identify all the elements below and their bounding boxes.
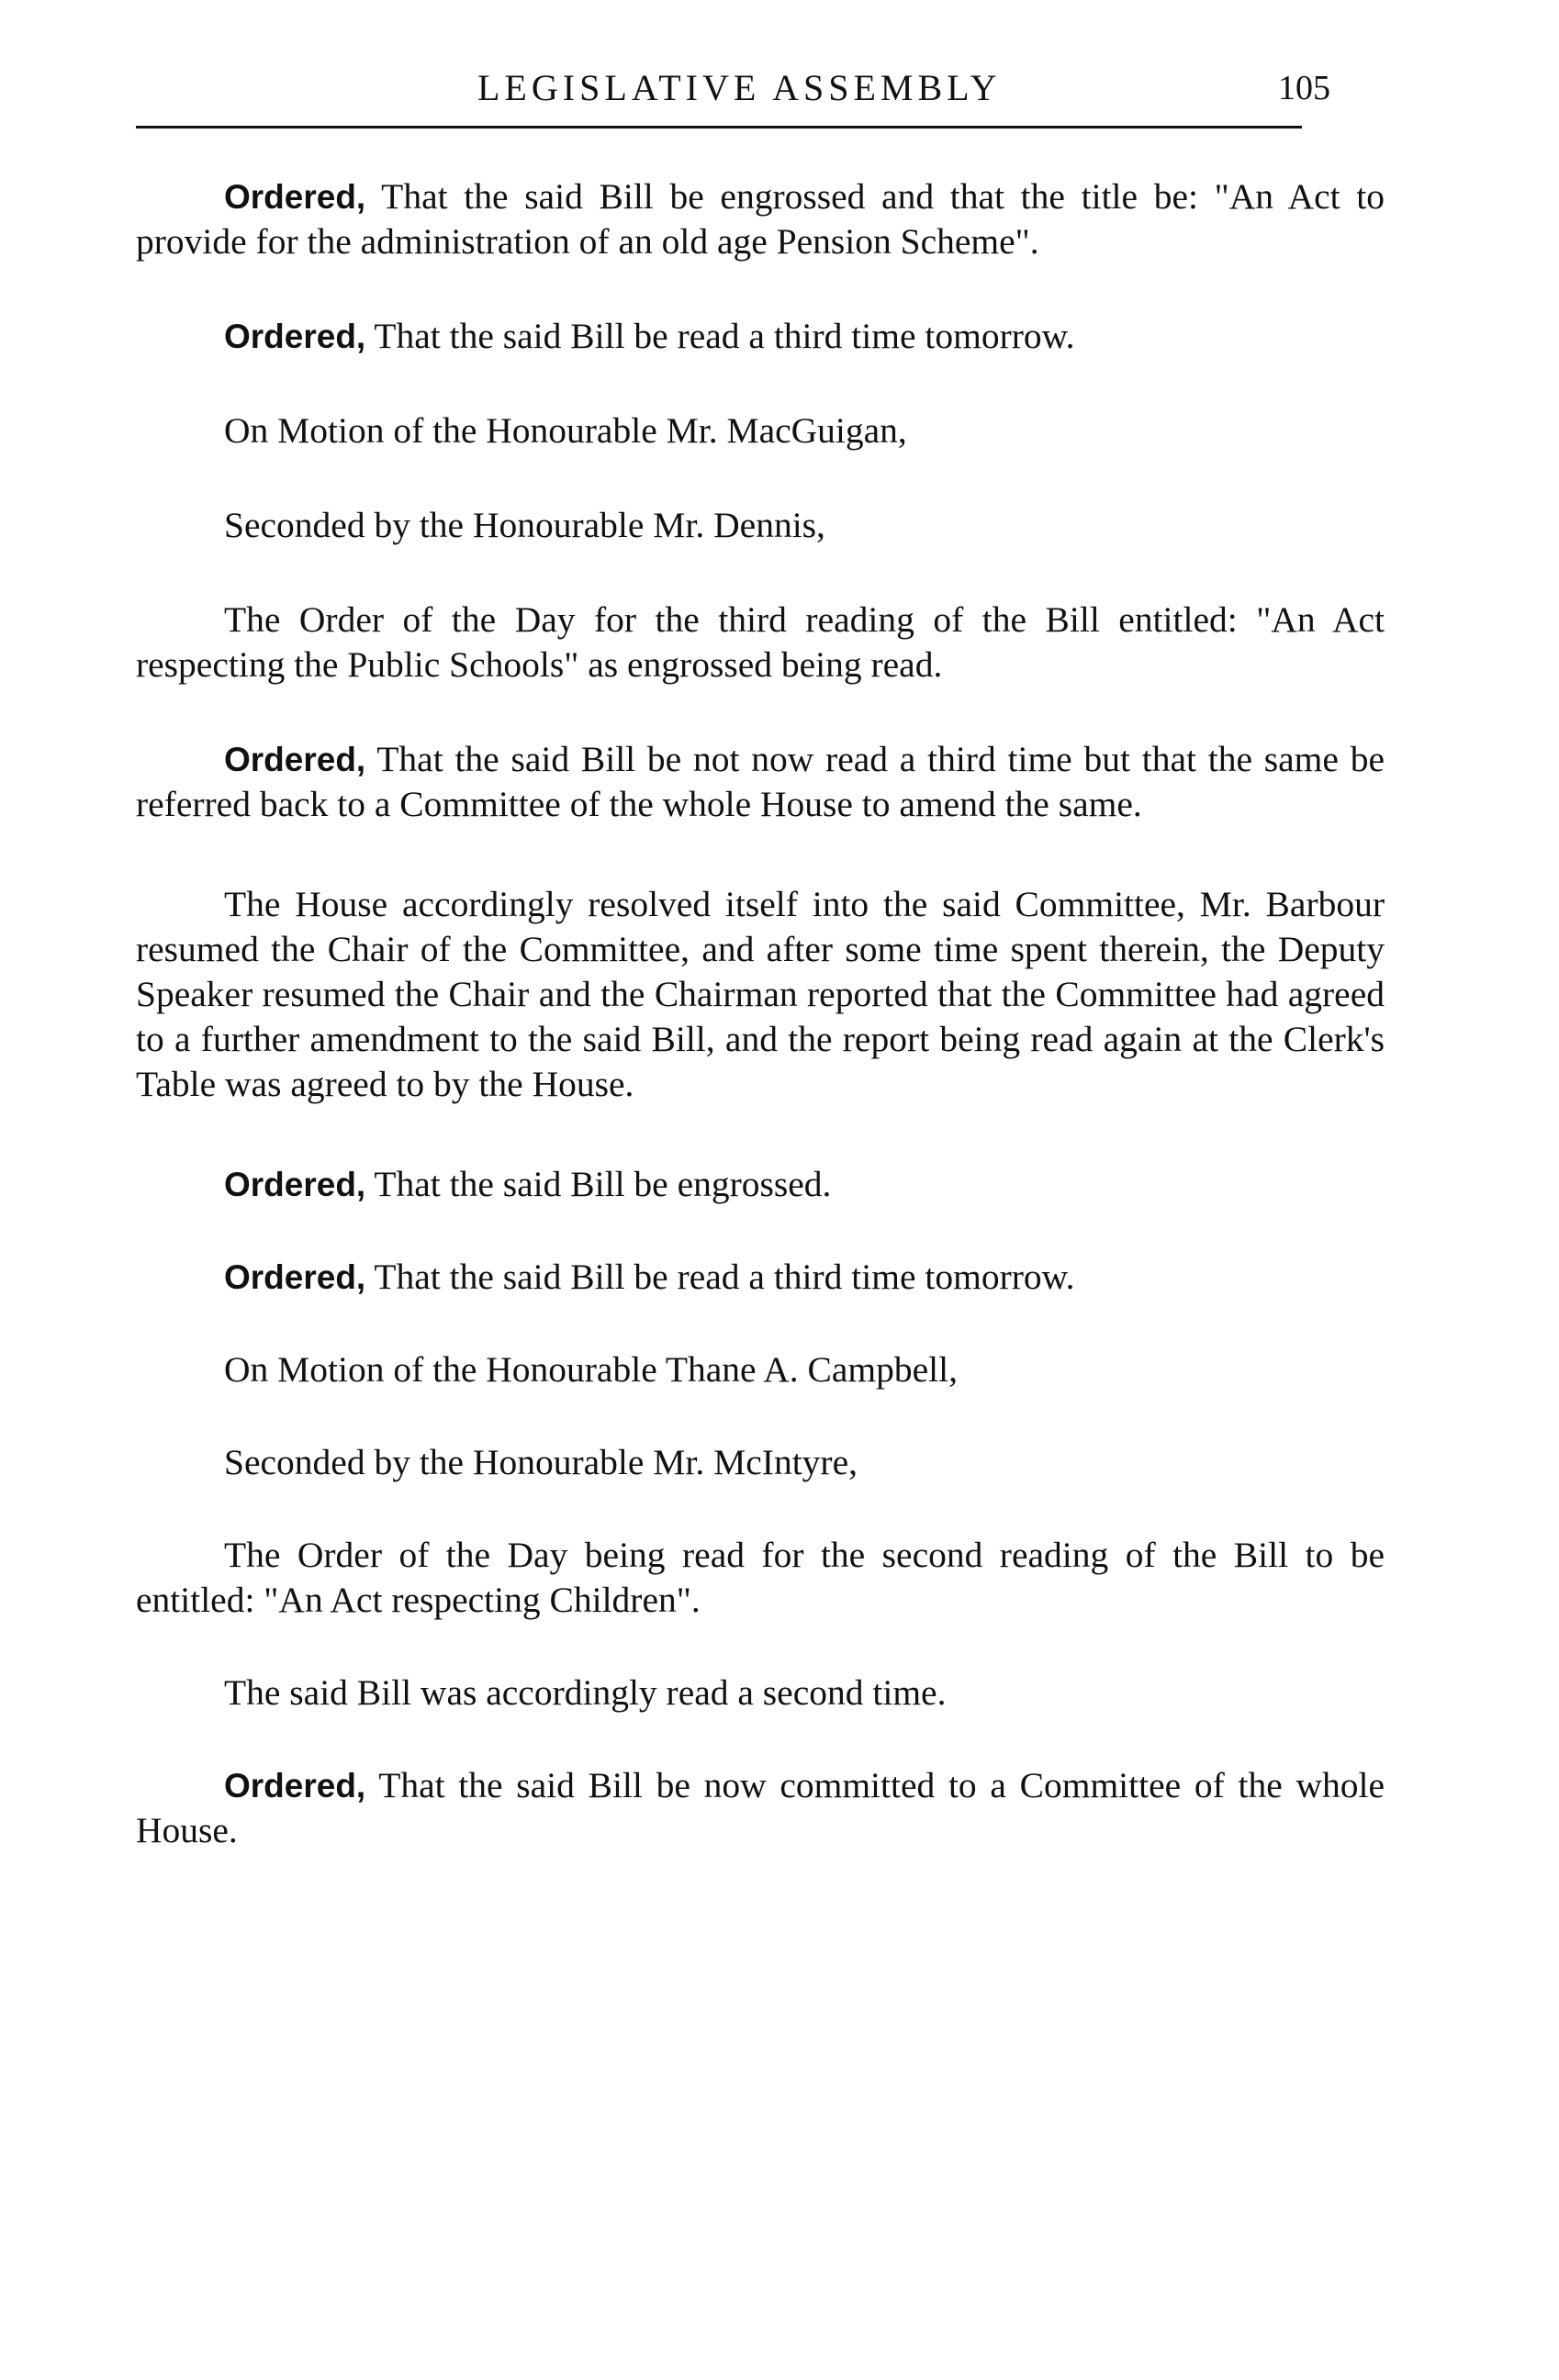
paragraph-seconded	[136, 503, 1385, 548]
running-head	[0, 57, 1559, 112]
paragraph-text: Seconded by the Honourable Mr. McIntyre,	[224, 1442, 858, 1482]
paragraph-lead: Ordered,	[224, 318, 366, 355]
paragraph-text: Seconded by the Honourable Mr. Dennis,	[224, 505, 825, 545]
paragraph-text: That the said Bill be now committed to a Committee of the whole House.	[136, 1765, 1385, 1850]
paragraph-ordered-referred-back	[136, 737, 1385, 827]
paragraph-motion-2	[136, 1347, 1385, 1392]
body-text	[136, 174, 1385, 1853]
paragraph-committee-report	[136, 882, 1385, 1107]
paragraph-second-reading	[136, 1670, 1385, 1715]
paragraph-lead: Ordered,	[224, 1767, 366, 1805]
paragraph-text: The Order of the Day for the third reading of the Bill entitled: "An Act respecting the Public Schools" as engrossed being read.	[136, 599, 1385, 685]
paragraph-text: On Motion of the Honourable Thane A. Campbell,	[224, 1349, 959, 1390]
paragraph-ordered-engrossed	[136, 1162, 1385, 1207]
paragraph-text: That the said Bill be read a third time tomorrow.	[365, 316, 1075, 356]
header-rule	[136, 126, 1302, 128]
paragraph-lead: Ordered,	[224, 1166, 366, 1203]
paragraph-text: That the said Bill be engrossed and that the title be: "An Act to provide for the administration of an old age Pension Scheme".	[136, 176, 1385, 262]
running-head-title: LEGISLATIVE ASSEMBLY	[477, 67, 1002, 108]
paragraph-text: That the said Bill be read a third time tomorrow.	[365, 1257, 1075, 1297]
paragraph-text: The Order of the Day being read for the second reading of the Bill to be entitled: "An Act respecting Children".	[136, 1535, 1385, 1620]
paragraph-text: On Motion of the Honourable Mr. MacGuigan,	[224, 410, 907, 451]
paragraph-motion	[136, 408, 1385, 453]
paragraph-lead: Ordered,	[224, 178, 366, 216]
paragraph-order-of-day-2	[136, 1533, 1385, 1623]
paragraph-text: The House accordingly resolved itself into the said Committee, Mr. Barbour resumed the Chair of the Committee, and after some time spent therein, the Deputy Speaker resumed the Chair and the Chairman reported that the Committee had agreed to a further amendment to the said Bill, and the report being read again at the Clerk's Table was agreed to by the House.	[136, 884, 1385, 1104]
paragraph-lead: Ordered,	[224, 741, 366, 778]
paragraph-order-of-day	[136, 598, 1385, 687]
page-number: 105	[1278, 69, 1330, 107]
paragraph-text: That the said Bill be not now read a third time but that the same be referred back to a Committee of the whole House to amend the same.	[136, 739, 1385, 824]
paragraph-ordered-title	[136, 174, 1385, 264]
paragraph-text: That the said Bill be engrossed.	[365, 1164, 832, 1204]
paragraph-text: The said Bill was accordingly read a second time.	[224, 1672, 947, 1713]
paragraph-ordered-third-reading	[136, 314, 1385, 359]
paragraph-lead: Ordered,	[224, 1258, 366, 1296]
paragraph-seconded-2	[136, 1440, 1385, 1485]
paragraph-ordered-committed	[136, 1763, 1385, 1853]
paragraph-ordered-third-reading-2	[136, 1255, 1385, 1300]
